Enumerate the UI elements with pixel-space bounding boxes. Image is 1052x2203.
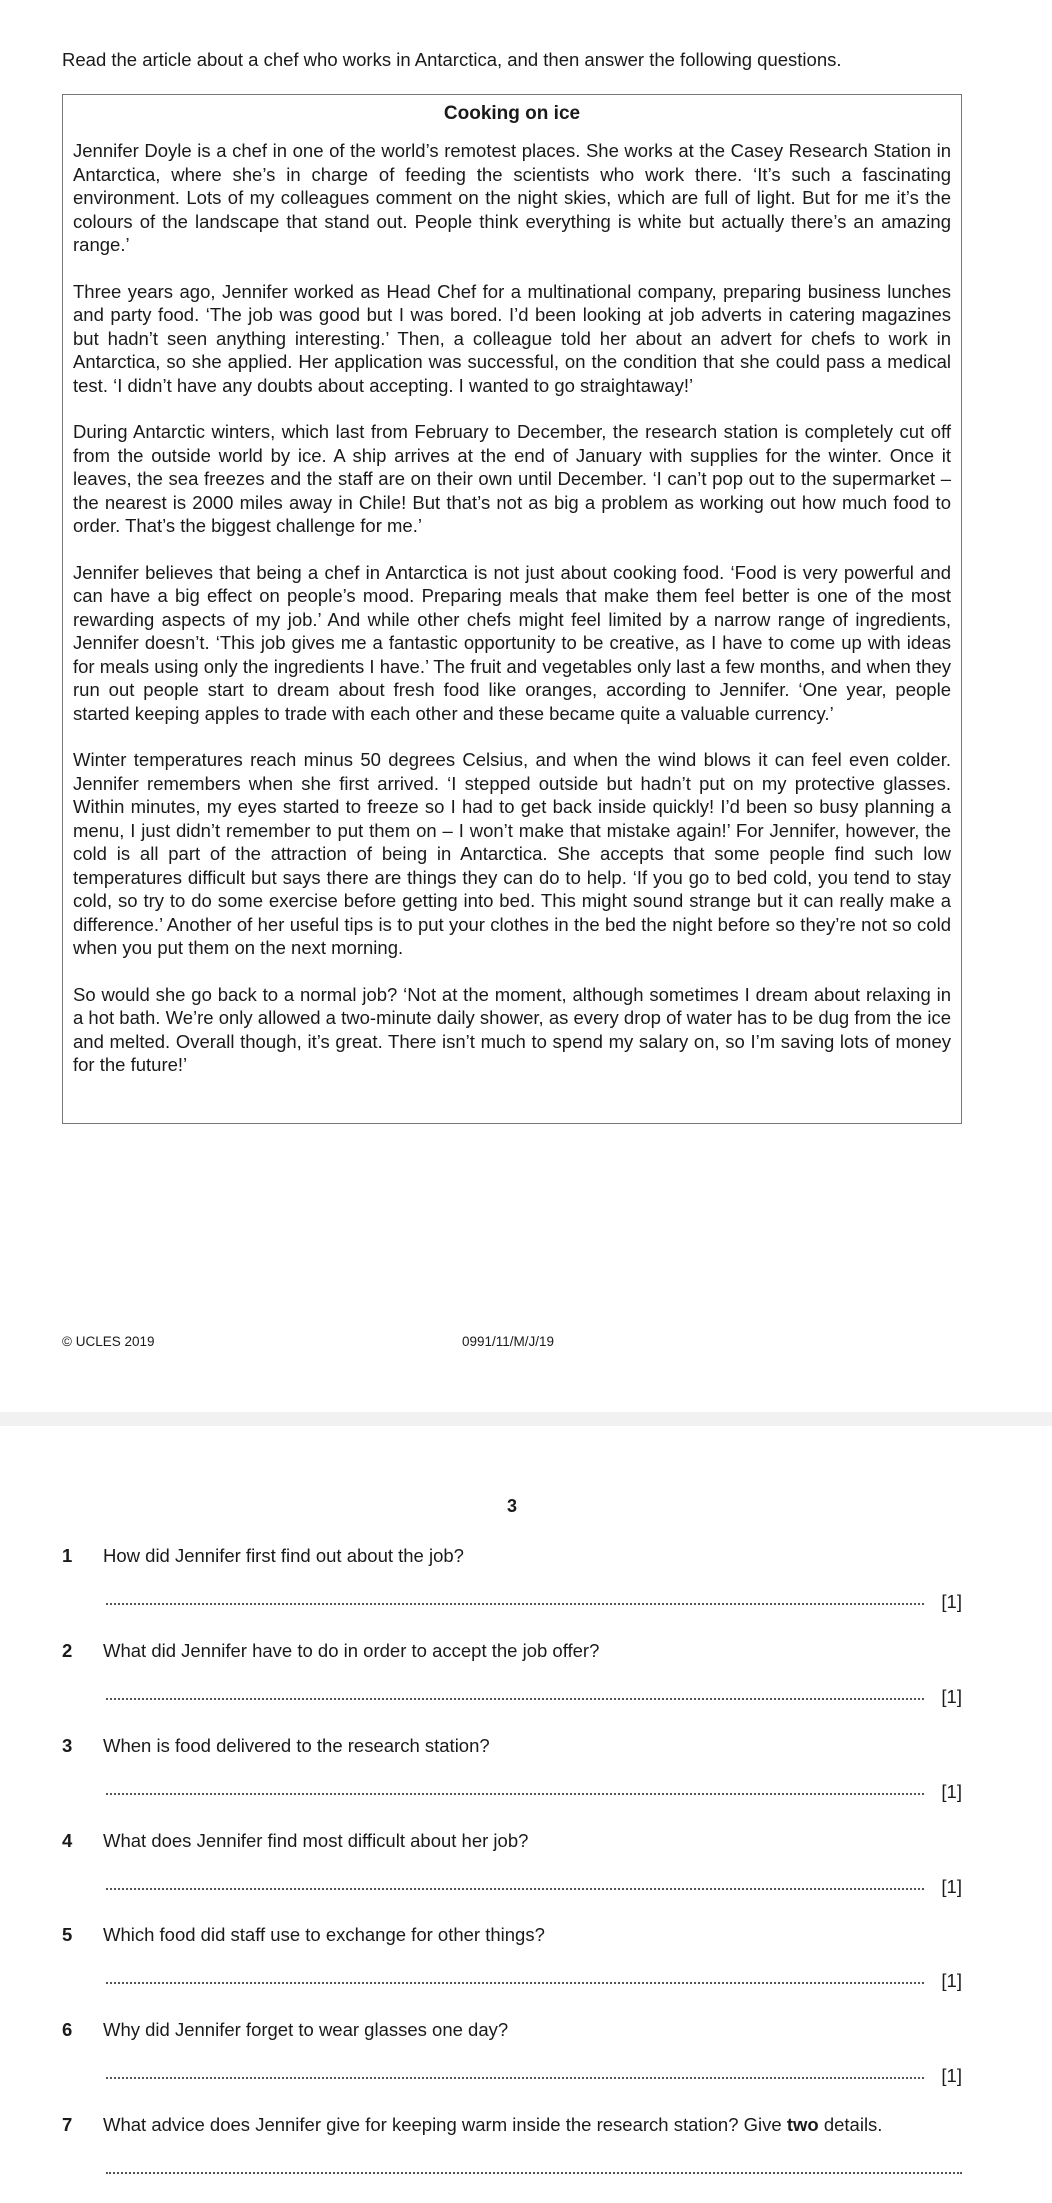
question-number: 4 (62, 1830, 73, 1851)
mark-allocation: [1] (941, 1876, 962, 1897)
question-7 (62, 2113, 962, 2203)
mark-allocation: [1] (941, 1970, 962, 1991)
mark-allocation: [1] (941, 2065, 962, 2086)
question-2 (62, 1639, 962, 1729)
answer-line[interactable] (106, 2172, 962, 2174)
question-number: 3 (62, 1735, 73, 1756)
question-3 (62, 1734, 962, 1824)
instructions: Read the article about a chef who works in Antarctica, and then answer the following questions. (62, 49, 842, 70)
question-number: 1 (62, 1545, 73, 1566)
question-text: Why did Jennifer forget to wear glasses one day? (103, 2019, 509, 2040)
question-text-emphasis: two (786, 2114, 819, 2135)
question-number: 5 (62, 1924, 73, 1945)
question-text-part: What advice does Jennifer give for keeping warm inside the research station? Give (103, 2114, 787, 2135)
question-1 (62, 1544, 962, 1634)
article-paragraph: Jennifer believes that being a chef in Antarctica is not just about cooking food. ‘Food is very powerful and can have a big effect on people’s mood. Preparing meals that make them feel better is one of the most rewarding aspects of my job.’ And while other chefs might feel limited by a narrow range of ingredients, Jennifer doesn’t. ‘This job gives me a fantastic opportunity to be creative, as I have to come up with ideas for meals using only the ingredients I have.’ The fruit and vegetables only last a few months, and when they run out people start to dream about fresh food like oranges, according to Jennifer. ‘One year, people started keeping apples to trade with each other and these became quite a valuable currency.’ (73, 561, 951, 724)
article-paragraph: Winter temperatures reach minus 50 degrees Celsius, and when the wind blows it can feel even colder. Jennifer remembers when she first arrived. ‘I stepped outside but hadn’t put on my protective glasses. Within minutes, my eyes started to freeze so I had to get back inside quickly! I’d been so busy planning a menu, I just didn’t remember to put them on – I won’t make that mistake again!’ For Jennifer, however, the cold is all part of the attraction of being in Antarctica. She accepts that some people find such low temperatures difficult but says there are things they can do to help. ‘If you go to bed cold, you tend to stay cold, so try to do some exercise before getting into bed. This might sound strange but it can really make a difference.’ Another of her useful tips is to put your clothes in the bed the night before so they’re not so cold when you put them on the next morning. (73, 749, 951, 958)
answer-line[interactable] (106, 1888, 924, 1890)
question-text: Which food did staff use to exchange for other things? (103, 1924, 545, 1945)
paper-code-footer: 0991/11/M/J/19 (462, 1334, 555, 1349)
article-title: Cooking on ice (443, 103, 581, 124)
question-text: What does Jennifer find most difficult about her job? (103, 1830, 529, 1851)
question-5 (62, 1923, 962, 2013)
question-text (103, 2113, 882, 2137)
answer-line[interactable] (106, 1982, 924, 1984)
question-4 (62, 1829, 962, 1919)
answer-line[interactable] (106, 2077, 924, 2079)
article-box (62, 94, 962, 1124)
page-number: 3 (506, 1496, 517, 1516)
answer-line[interactable] (106, 1793, 924, 1795)
copyright-footer: © UCLES 2019 (62, 1334, 155, 1349)
mark-allocation: [1] (941, 1686, 962, 1707)
exam-page-2 (0, 1426, 1052, 2202)
mark-allocation: [1] (941, 1591, 962, 1612)
mark-allocation: [1] (941, 1781, 962, 1802)
article-paragraph: Three years ago, Jennifer worked as Head Chef for a multinational company, preparing business lunches and party food. ‘The job was good but I was bored. I’d been looking at job adverts in catering magazines but hadn’t seen anything interesting.’ Then, a colleague told her about an advert for chefs to work in Antarctica, so she applied. Her application was successful, on the condition that she could pass a medical test. ‘I didn’t have any doubts about accepting. I wanted to go straightaway!’ (73, 280, 951, 396)
question-text: How did Jennifer first find out about the job? (103, 1545, 464, 1566)
article-paragraph: During Antarctic winters, which last from February to December, the research station is completely cut off from the outside world by ice. A ship arrives at the end of January with supplies for the winter. Once it leaves, the sea freezes and the staff are on their own until December. ‘I can’t pop out to the supermarket – the nearest is 2000 miles away in Chile! But that’s not as big a problem as working out how much food to order. That’s the biggest challenge for me.’ (73, 421, 951, 536)
question-number: 2 (62, 1640, 73, 1661)
question-number: 6 (62, 2019, 73, 2040)
question-6 (62, 2018, 962, 2108)
page-divider (0, 1412, 1052, 1426)
question-text-part: details. (818, 2114, 883, 2135)
question-text: What did Jennifer have to do in order to accept the job offer? (103, 1640, 600, 1661)
answer-line[interactable] (106, 1698, 924, 1700)
answer-line[interactable] (106, 1603, 924, 1605)
question-text: When is food delivered to the research station? (103, 1735, 490, 1756)
article-paragraph: Jennifer Doyle is a chef in one of the world’s remotest places. She works at the Casey Research Station in Antarctica, where she’s in charge of feeding the scientists who work there. ‘It’s such a fascinating environment. Lots of my colleagues comment on the night skies, which are full of light. But for me it’s the colours of the landscape that stand out. People think everything is white but actually there’s an amazing range.’ (73, 140, 951, 255)
article-paragraph: So would she go back to a normal job? ‘Not at the moment, although sometimes I dream about relaxing in a hot bath. We’re only allowed a two-minute daily shower, as every drop of water has to be dug from the ice and melted. Overall though, it’s great. There isn’t much to spend my salary on, so I’m saving lots of money for the future!’ (73, 983, 951, 1075)
question-number: 7 (62, 2114, 73, 2135)
